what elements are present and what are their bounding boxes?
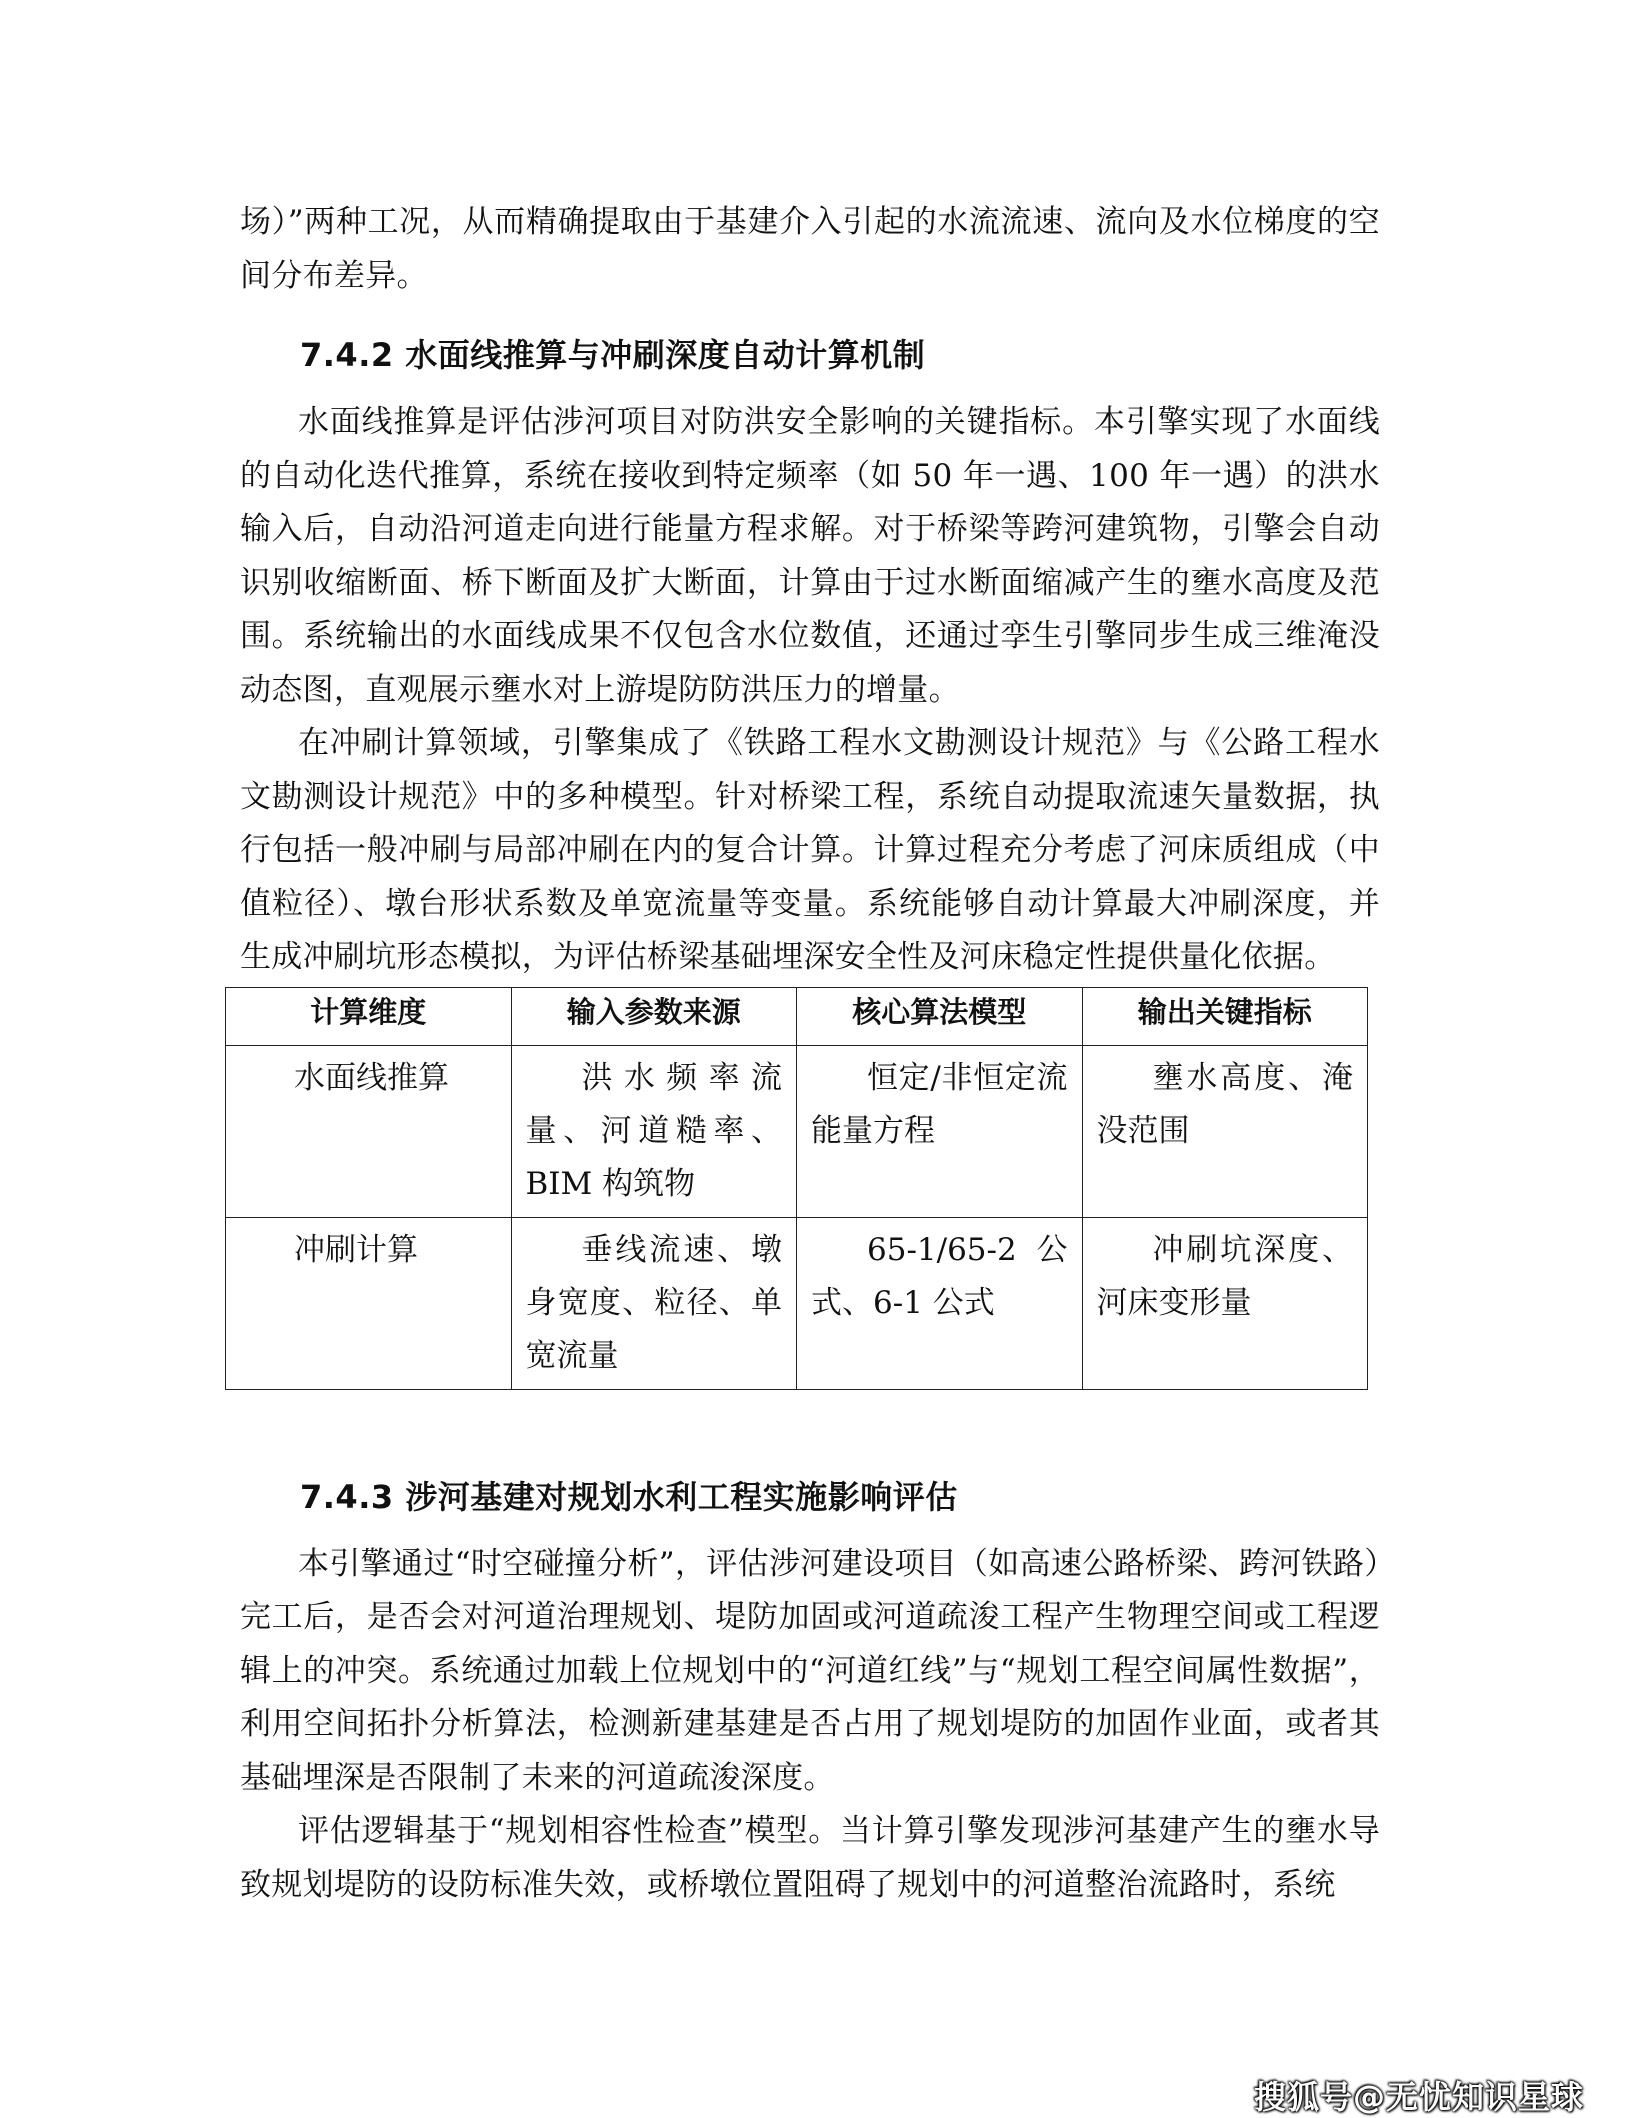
table-header-row	[226, 987, 1368, 1045]
paragraph-water-surface: 水面线推算是评估涉河项目对防洪安全影响的关键指标。本引擎实现了水面线的自动化迭代推算，系统在接收到特定频率（如 50 年一遇、100 年一遇）的洪水输入后，自动沿河道走向进行能量方程求解。对于桥梁等跨河建筑物，引擎会自动识别收缩断面、桥下断面及扩大断面，计算由于过水断面缩减产生的壅水高度及范围。系统输出的水面线成果不仅包含水位数值，还通过孪生引擎同步生成三维淹没动态图，直观展示壅水对上游堤防防洪压力的增量。	[240, 404, 1380, 708]
paragraph-scour: 在冲刷计算领域，引擎集成了《铁路工程水文勘测设计规范》与《公路工程水文勘测设计规范》中的多种模型。针对桥梁工程，系统自动提取流速矢量数据，执行包括一般冲刷与局部冲刷在内的复合计算。计算过程充分考虑了河床质组成（中值粒径）、墩台形状系数及单宽流量等变量。系统能够自动计算最大冲刷深度，并生成冲刷坑形态模拟，为评估桥梁基础埋深安全性及河床稳定性提供量化依据。	[240, 725, 1380, 975]
section-heading-7-4-3: 7.4.3 涉河基建对规划水利工程实施影响评估	[300, 1477, 958, 1516]
table-cell: 65-1/65-2 公式、6-1 公式	[797, 1217, 1083, 1389]
paragraph-compatibility-check: 评估逻辑基于“规划相容性检查”模型。当计算引擎发现涉河基建产生的壅水导致规划堤防的设防标准失效，或桥墩位置阻碍了规划中的河道整治流路时，系统	[240, 1813, 1380, 1903]
table-cell: 冲刷坑深度、河床变形量	[1082, 1217, 1368, 1389]
table-header-cell: 输出关键指标	[1082, 987, 1368, 1045]
table-cell: 洪水频率流量、河道糙率、BIM 构筑物	[511, 1045, 797, 1217]
calculation-table	[225, 987, 1368, 1390]
table-row	[226, 1045, 1368, 1217]
section-heading-7-4-2: 7.4.2 水面线推算与冲刷深度自动计算机制	[300, 336, 926, 374]
paragraph-collision-analysis: 本引擎通过“时空碰撞分析”，评估涉河建设项目（如高速公路桥梁、跨河铁路）完工后，是否会对河道治理规划、堤防加固或河道疏浚工程产生物理空间或工程逻辑上的冲突。系统通过加载上位规划中的“河道红线”与“规划工程空间属性数据”，利用空间拓扑分析算法，检测新建基建是否占用了规划堤防的加固作业面，或者其基础埋深是否限制了未来的河道疏浚深度。	[240, 1545, 1380, 1796]
table-header-cell: 输入参数来源	[511, 987, 797, 1045]
table-cell: 壅水高度、淹没范围	[1082, 1045, 1368, 1217]
table-cell: 冲刷计算	[226, 1217, 512, 1389]
sohu-watermark: 搜狐号@无忧知识星球	[1253, 2078, 1584, 2116]
table-cell: 垂线流速、墩身宽度、粒径、单宽流量	[511, 1217, 797, 1389]
table-cell: 恒定/非恒定流能量方程	[797, 1045, 1083, 1217]
document-body	[240, 196, 1380, 1912]
table-cell: 水面线推算	[226, 1045, 512, 1217]
table-row	[226, 1217, 1368, 1389]
table-header-cell: 核心算法模型	[797, 987, 1083, 1045]
continuation-paragraph: 场）”两种工况，从而精确提取由于基建介入引起的水流流速、流向及水位梯度的空间分布差异。	[240, 204, 1380, 294]
table-header-cell: 计算维度	[226, 987, 512, 1045]
